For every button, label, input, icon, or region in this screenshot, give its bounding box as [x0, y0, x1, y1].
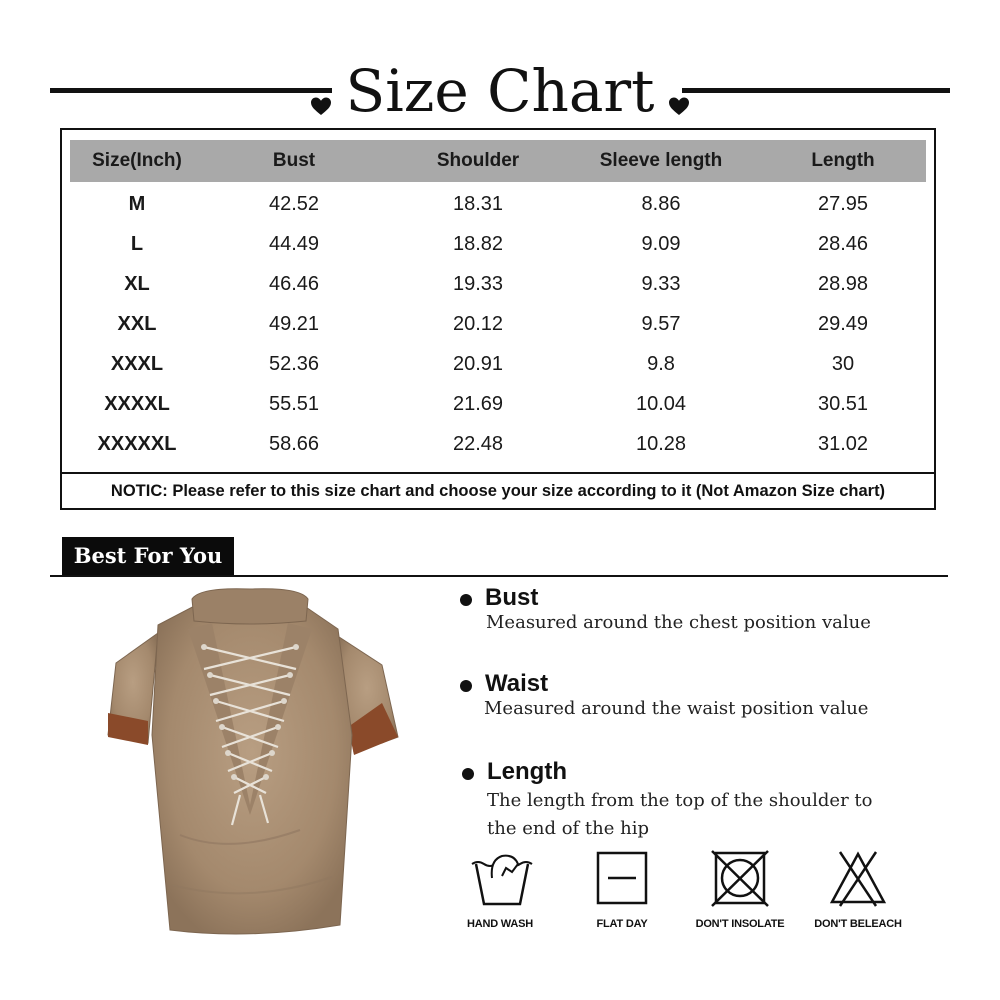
- cell-shoulder: 21.69: [452, 393, 504, 415]
- cell-size: XL: [124, 273, 150, 295]
- hand-wash-icon: [470, 850, 534, 908]
- header-bust: Bust: [272, 150, 316, 171]
- bullet-waist: [460, 680, 472, 692]
- cell-bust: 52.36: [268, 353, 320, 375]
- section-rule: [50, 575, 948, 577]
- definition-text-bust: Measured around the chest position value: [486, 612, 871, 633]
- page-title: Size Chart: [345, 57, 655, 125]
- cell-bust: 46.46: [268, 273, 320, 295]
- cell-size: XXL: [117, 313, 157, 335]
- cell-bust: 55.51: [268, 393, 320, 415]
- cell-length: 31.02: [817, 433, 869, 455]
- header-shoulder: Shoulder: [436, 150, 520, 171]
- shirt-image: [100, 585, 405, 940]
- cell-size: XXXL: [110, 353, 164, 375]
- flat-dry-icon: [590, 850, 654, 908]
- table-header: [70, 140, 926, 182]
- header-size: Size(Inch): [92, 150, 182, 171]
- care-label-dont-insolate: DON'T INSOLATE: [695, 918, 785, 930]
- definition-text-length-line1: The length from the top of the shoulder to: [487, 790, 873, 811]
- cell-bust: 58.66: [268, 433, 320, 455]
- cell-length: 30.51: [817, 393, 869, 415]
- cell-size: M: [128, 193, 146, 215]
- table-row: [70, 264, 926, 304]
- cell-sleeve-length: 8.86: [641, 193, 681, 215]
- care-label-dont-bleach: DON'T BELEACH: [814, 918, 902, 930]
- cell-sleeve-length: 10.04: [635, 393, 687, 415]
- cell-size: XXXXXL: [97, 433, 177, 455]
- bullet-bust: [460, 594, 472, 606]
- cell-bust: 44.49: [268, 233, 320, 255]
- cell-shoulder: 18.82: [452, 233, 504, 255]
- header-length: Length: [811, 150, 875, 171]
- cell-length: 27.95: [817, 193, 869, 215]
- definition-text-waist: Measured around the waist position value: [484, 698, 869, 719]
- cell-length: 28.98: [817, 273, 869, 295]
- table-row: [70, 344, 926, 384]
- section-tab-best-for-you: Best For You: [62, 537, 234, 575]
- cell-bust: 49.21: [268, 313, 320, 335]
- care-label-flat-dry: FLAT DAY: [596, 918, 648, 930]
- cell-length: 30: [831, 353, 855, 375]
- cell-sleeve-length: 9.57: [641, 313, 681, 335]
- cell-size: XXXXL: [104, 393, 170, 415]
- do-not-bleach-icon: [826, 850, 890, 908]
- bullet-length: [462, 768, 474, 780]
- cell-sleeve-length: 9.09: [641, 233, 681, 255]
- definition-heading-waist: Waist: [485, 670, 549, 697]
- size-note: NOTIC: Please refer to this size chart and choose your size according to it (Not Amazon Size chart): [110, 482, 886, 500]
- table-row: [70, 304, 926, 344]
- header-sleeve-length: Sleeve length: [599, 150, 723, 171]
- table-row: [70, 224, 926, 264]
- cell-length: 29.49: [817, 313, 869, 335]
- do-not-tumble-dry-icon: [708, 850, 772, 908]
- table-row: [70, 384, 926, 424]
- cell-sleeve-length: 9.8: [647, 353, 675, 375]
- cell-sleeve-length: 10.28: [635, 433, 687, 455]
- table-row: [70, 424, 926, 464]
- cell-shoulder: 18.31: [452, 193, 504, 215]
- care-label-hand-wash: HAND WASH: [466, 918, 534, 930]
- cell-shoulder: 20.12: [452, 313, 504, 335]
- table-row: [70, 184, 926, 224]
- cell-size: L: [130, 233, 144, 255]
- cell-shoulder: 20.91: [452, 353, 504, 375]
- cell-bust: 42.52: [268, 193, 320, 215]
- cell-sleeve-length: 9.33: [641, 273, 681, 295]
- cell-length: 28.46: [817, 233, 869, 255]
- definition-text-length-line2: the end of the hip: [487, 818, 649, 839]
- cell-shoulder: 19.33: [452, 273, 504, 295]
- cell-shoulder: 22.48: [452, 433, 504, 455]
- size-table: [60, 128, 936, 510]
- definition-heading-length: Length: [487, 758, 567, 785]
- definition-heading-bust: Bust: [485, 584, 539, 611]
